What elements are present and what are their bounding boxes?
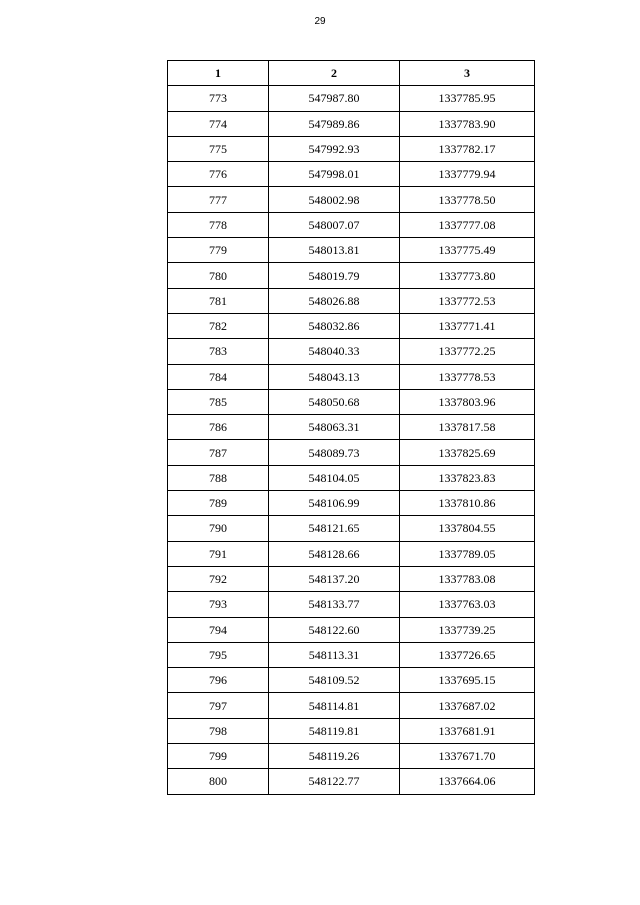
- cell-y-coordinate: 1337695.15: [400, 668, 535, 693]
- cell-y-coordinate: 1337772.25: [400, 339, 535, 364]
- cell-x-coordinate: 548089.73: [269, 440, 400, 465]
- cell-y-coordinate: 1337664.06: [400, 769, 535, 794]
- cell-y-coordinate: 1337779.94: [400, 162, 535, 187]
- cell-x-coordinate: 548106.99: [269, 491, 400, 516]
- cell-y-coordinate: 1337783.90: [400, 111, 535, 136]
- cell-y-coordinate: 1337783.08: [400, 566, 535, 591]
- cell-point-number: 792: [168, 566, 269, 591]
- cell-x-coordinate: 548128.66: [269, 541, 400, 566]
- column-header-x: 2: [269, 61, 400, 86]
- table-row: [168, 415, 535, 440]
- table-row: [168, 491, 535, 516]
- cell-x-coordinate: 548019.79: [269, 263, 400, 288]
- cell-y-coordinate: 1337775.49: [400, 238, 535, 263]
- cell-x-coordinate: 548043.13: [269, 364, 400, 389]
- cell-y-coordinate: 1337763.03: [400, 592, 535, 617]
- cell-point-number: 777: [168, 187, 269, 212]
- cell-x-coordinate: 548114.81: [269, 693, 400, 718]
- table-row: [168, 642, 535, 667]
- cell-x-coordinate: 547992.93: [269, 136, 400, 161]
- cell-x-coordinate: 548119.26: [269, 744, 400, 769]
- table-row: [168, 693, 535, 718]
- cell-point-number: 779: [168, 238, 269, 263]
- cell-x-coordinate: 548063.31: [269, 415, 400, 440]
- cell-x-coordinate: 548040.33: [269, 339, 400, 364]
- cell-y-coordinate: 1337739.25: [400, 617, 535, 642]
- table-row: [168, 263, 535, 288]
- table-row: [168, 592, 535, 617]
- cell-point-number: 774: [168, 111, 269, 136]
- cell-y-coordinate: 1337785.95: [400, 86, 535, 111]
- cell-point-number: 787: [168, 440, 269, 465]
- table-row: [168, 339, 535, 364]
- cell-point-number: 788: [168, 465, 269, 490]
- table-row: [168, 744, 535, 769]
- cell-point-number: 780: [168, 263, 269, 288]
- cell-y-coordinate: 1337777.08: [400, 212, 535, 237]
- table-row: [168, 212, 535, 237]
- cell-point-number: 786: [168, 415, 269, 440]
- cell-x-coordinate: 548007.07: [269, 212, 400, 237]
- cell-point-number: 784: [168, 364, 269, 389]
- cell-y-coordinate: 1337771.41: [400, 313, 535, 338]
- cell-x-coordinate: 548121.65: [269, 516, 400, 541]
- table-row: [168, 617, 535, 642]
- cell-y-coordinate: 1337810.86: [400, 491, 535, 516]
- cell-point-number: 794: [168, 617, 269, 642]
- cell-y-coordinate: 1337773.80: [400, 263, 535, 288]
- table-row: [168, 187, 535, 212]
- coordinates-table: [167, 60, 535, 795]
- table-row: [168, 465, 535, 490]
- table-row: [168, 668, 535, 693]
- cell-point-number: 799: [168, 744, 269, 769]
- cell-y-coordinate: 1337782.17: [400, 136, 535, 161]
- cell-x-coordinate: 548122.77: [269, 769, 400, 794]
- column-header-point-number: 1: [168, 61, 269, 86]
- table-row: [168, 162, 535, 187]
- page-number: 29: [314, 16, 326, 27]
- cell-y-coordinate: 1337817.58: [400, 415, 535, 440]
- cell-y-coordinate: 1337825.69: [400, 440, 535, 465]
- cell-point-number: 796: [168, 668, 269, 693]
- table-row: [168, 566, 535, 591]
- cell-x-coordinate: 548013.81: [269, 238, 400, 263]
- cell-y-coordinate: 1337681.91: [400, 718, 535, 743]
- table-row: [168, 111, 535, 136]
- cell-y-coordinate: 1337778.53: [400, 364, 535, 389]
- cell-x-coordinate: 548032.86: [269, 313, 400, 338]
- table-row: [168, 238, 535, 263]
- table-row: [168, 516, 535, 541]
- cell-y-coordinate: 1337789.05: [400, 541, 535, 566]
- cell-y-coordinate: 1337671.70: [400, 744, 535, 769]
- cell-x-coordinate: 548104.05: [269, 465, 400, 490]
- cell-x-coordinate: 548050.68: [269, 389, 400, 414]
- cell-x-coordinate: 548119.81: [269, 718, 400, 743]
- cell-point-number: 773: [168, 86, 269, 111]
- cell-y-coordinate: 1337772.53: [400, 288, 535, 313]
- cell-point-number: 795: [168, 642, 269, 667]
- cell-y-coordinate: 1337823.83: [400, 465, 535, 490]
- table-row: [168, 389, 535, 414]
- cell-x-coordinate: 548109.52: [269, 668, 400, 693]
- cell-point-number: 800: [168, 769, 269, 794]
- cell-point-number: 797: [168, 693, 269, 718]
- cell-point-number: 790: [168, 516, 269, 541]
- column-header-y: 3: [400, 61, 535, 86]
- table-row: [168, 86, 535, 111]
- table-row: [168, 718, 535, 743]
- table-row: [168, 440, 535, 465]
- cell-point-number: 775: [168, 136, 269, 161]
- cell-point-number: 783: [168, 339, 269, 364]
- cell-x-coordinate: 548026.88: [269, 288, 400, 313]
- cell-x-coordinate: 547987.80: [269, 86, 400, 111]
- table-row: [168, 769, 535, 794]
- cell-y-coordinate: 1337778.50: [400, 187, 535, 212]
- cell-x-coordinate: 548002.98: [269, 187, 400, 212]
- cell-point-number: 785: [168, 389, 269, 414]
- cell-point-number: 782: [168, 313, 269, 338]
- table-row: [168, 313, 535, 338]
- cell-x-coordinate: 547998.01: [269, 162, 400, 187]
- cell-point-number: 778: [168, 212, 269, 237]
- cell-point-number: 791: [168, 541, 269, 566]
- table-row: [168, 136, 535, 161]
- table-row: [168, 288, 535, 313]
- cell-x-coordinate: 548137.20: [269, 566, 400, 591]
- cell-x-coordinate: 548133.77: [269, 592, 400, 617]
- cell-x-coordinate: 547989.86: [269, 111, 400, 136]
- cell-y-coordinate: 1337804.55: [400, 516, 535, 541]
- cell-point-number: 776: [168, 162, 269, 187]
- table-header: [168, 61, 535, 86]
- cell-y-coordinate: 1337687.02: [400, 693, 535, 718]
- table-row: [168, 364, 535, 389]
- cell-y-coordinate: 1337803.96: [400, 389, 535, 414]
- cell-point-number: 789: [168, 491, 269, 516]
- cell-point-number: 781: [168, 288, 269, 313]
- table-row: [168, 541, 535, 566]
- header-row: [168, 61, 535, 86]
- cell-y-coordinate: 1337726.65: [400, 642, 535, 667]
- cell-point-number: 793: [168, 592, 269, 617]
- cell-point-number: 798: [168, 718, 269, 743]
- cell-x-coordinate: 548122.60: [269, 617, 400, 642]
- table-body: [168, 86, 535, 794]
- cell-x-coordinate: 548113.31: [269, 642, 400, 667]
